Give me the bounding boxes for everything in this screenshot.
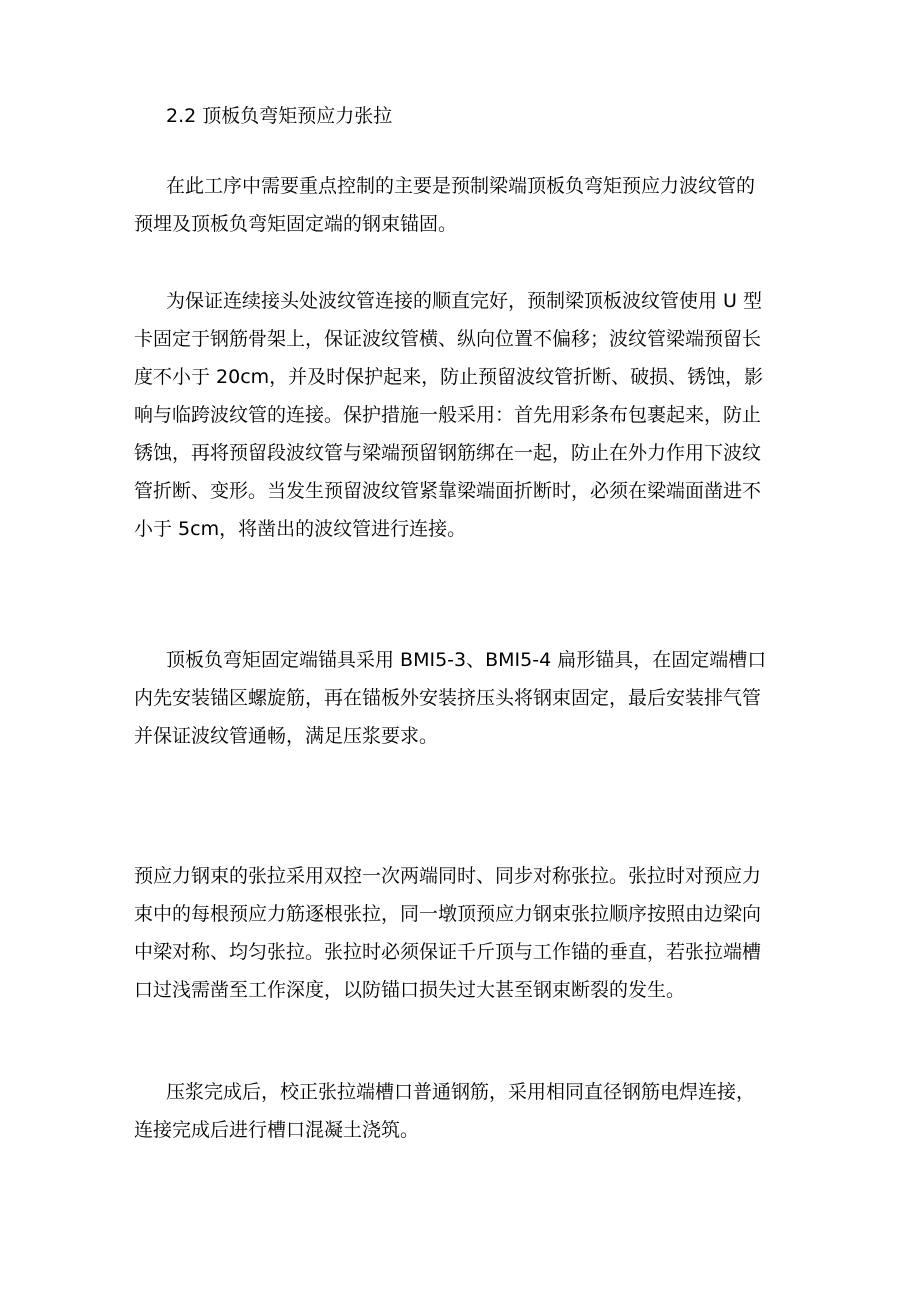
paragraph-line: 束中的每根预应力筋逐根张拉，同一墩顶预应力钢束张拉顺序按照由边梁向 — [134, 903, 762, 925]
paragraph-line: 口过浅需凿至工作深度，以防锚口损失过大甚至钢束断裂的发生。 — [134, 979, 686, 1001]
paragraph-line: 中梁对称、均匀张拉。张拉时必须保证千斤顶与工作锚的垂直，若张拉端槽 — [134, 941, 762, 963]
paragraph-line: 压浆完成后，校正张拉端槽口普通钢筋，采用相同直径钢筋电焊连接， — [166, 1081, 756, 1103]
paragraph-line: 预埋及顶板负弯矩固定端的钢束锚固。 — [134, 213, 458, 235]
paragraph-3 — [134, 641, 798, 755]
paragraph-4 — [134, 857, 798, 1009]
paragraph-line: 内先安装锚区螺旋筋，再在锚板外安装挤压头将钢束固定，最后安装排气管 — [134, 687, 762, 709]
paragraph-5 — [134, 1073, 798, 1149]
paragraph-line: 管折断、变形。当发生预留波纹管紧靠梁端面折断时，必须在梁端面凿进不 — [134, 480, 762, 502]
paragraph-line: 预应力钢束的张拉采用双控一次两端同时、同步对称张拉。张拉时对预应力 — [134, 865, 762, 887]
paragraph-line: 为保证连续接头处波纹管连接的顺直完好，预制梁顶板波纹管使用 U 型 — [166, 290, 762, 312]
section-heading: 2.2 顶板负弯矩预应力张拉 — [166, 105, 393, 127]
paragraph-line: 锈蚀，再将预留段波纹管与梁端预留钢筋绑在一起，防止在外力作用下波纹 — [134, 442, 762, 464]
paragraph-line: 度不小于 20cm，并及时保护起来，防止预留波纹管折断、破损、锈蚀，影 — [134, 366, 764, 388]
paragraph-line: 卡固定于钢筋骨架上，保证波纹管横、纵向位置不偏移；波纹管梁端预留长 — [134, 328, 762, 350]
paragraph-line: 响与临跨波纹管的连接。保护措施一般采用：首先用彩条布包裹起来，防止 — [134, 404, 762, 426]
paragraph-1 — [134, 167, 798, 243]
paragraph-line: 在此工序中需要重点控制的主要是预制梁端顶板负弯矩预应力波纹管的 — [166, 175, 756, 197]
paragraph-line: 连接完成后进行槽口混凝土浇筑。 — [134, 1119, 420, 1141]
paragraph-line: 顶板负弯矩固定端锚具采用 BMI5-3、BMI5-4 扁形锚具，在固定端槽口 — [166, 649, 767, 671]
paragraph-line: 并保证波纹管通畅，满足压浆要求。 — [134, 725, 439, 747]
paragraph-line: 小于 5cm，将凿出的波纹管进行连接。 — [134, 518, 467, 540]
paragraph-2 — [134, 282, 798, 548]
